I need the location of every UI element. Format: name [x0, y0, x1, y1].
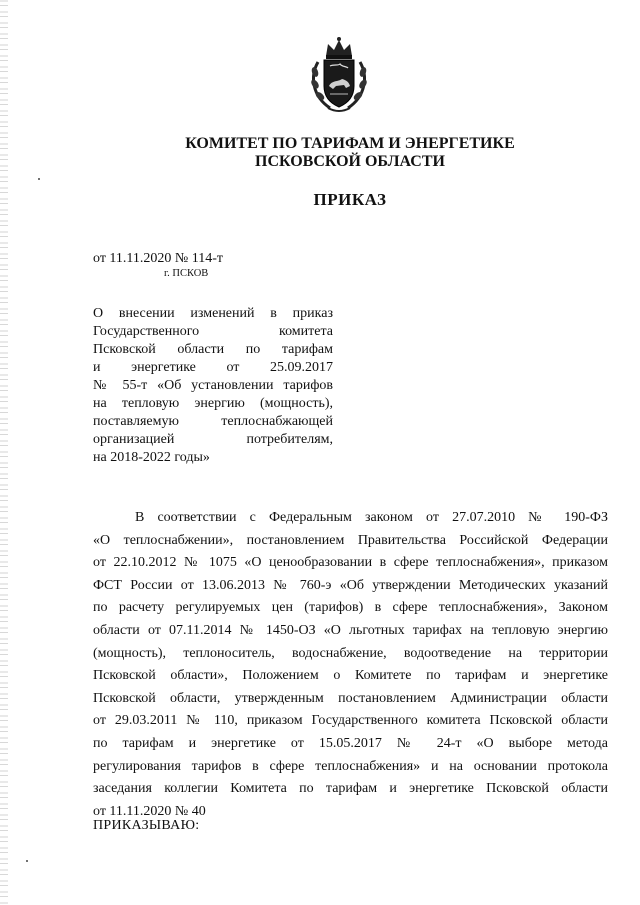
scan-edge	[0, 0, 8, 905]
preamble-paragraph	[93, 507, 608, 823]
body-line: (мощность), теплоноситель, водоснабжение, водоотведение на территории	[93, 645, 608, 661]
order-date-number: от 11.11.2020 № 114-т	[93, 251, 224, 266]
subject-line: и энергетике от 25.09.2017	[93, 360, 333, 375]
subject-line: Государственного комитета	[93, 324, 333, 339]
order-city: г. ПСКОВ	[164, 268, 209, 279]
body-line: по тарифам и энергетике от 15.05.2017 № 24-т «О выборе метода	[93, 735, 608, 751]
body-line: «О теплоснабжении», постановлением Правительства Российской Федерации	[93, 532, 608, 548]
order-subject	[93, 305, 333, 467]
subject-line: О внесении изменений в приказ	[93, 306, 333, 321]
subject-line: на 2018-2022 годы»	[93, 450, 210, 465]
decree-word: ПРИКАЗЫВАЮ:	[93, 818, 200, 833]
body-line: регулирования тарифов в сфере теплоснабжения» и на основании протокола	[93, 758, 608, 774]
scan-speck	[38, 178, 40, 180]
body-line: от 11.11.2020 № 40	[93, 803, 206, 819]
subject-line: Псковской области по тарифам	[93, 342, 333, 357]
subject-line: № 55-т «Об установлении тарифов	[93, 378, 333, 393]
body-line: Псковской области, утвержденным постановлением Администрации области	[93, 690, 608, 706]
document-type-title: ПРИКАЗ	[313, 190, 387, 209]
body-line: от 22.10.2012 № 1075 «О ценообразовании в сфере теплоснабжения», приказом	[93, 555, 608, 571]
body-line: В соответствии с Федеральным законом от 27.07.2010 № 190-ФЗ	[135, 510, 608, 525]
body-line: заседания коллегии Комитета по тарифам и энергетике Псковской области	[93, 781, 608, 797]
scan-speck	[26, 860, 28, 862]
subject-line: на тепловую энергию (мощность),	[93, 396, 333, 411]
body-line: от 29.03.2011 № 110, приказом Государственного комитета Псковской области	[93, 713, 608, 729]
organization-line: ПСКОВСКОЙ ОБЛАСТИ	[255, 153, 445, 170]
subject-line: поставляемую теплоснабжающей	[93, 414, 333, 429]
subject-line: организацией потребителям,	[93, 432, 333, 447]
body-line: Псковской области», Положением о Комитете по тарифам и энергетике	[93, 668, 608, 684]
organization-name	[150, 135, 550, 171]
body-line: ФСТ России от 13.06.2013 № 760-э «Об утверждении Методических указаний	[93, 577, 608, 593]
organization-line: КОМИТЕТ ПО ТАРИФАМ И ЭНЕРГЕТИКЕ	[185, 135, 515, 152]
pskov-coat-of-arms-icon	[308, 36, 370, 114]
body-line: по расчету регулируемых цен (тарифов) в сфере теплоснабжения», Законом	[93, 600, 608, 616]
body-line: области от 07.11.2014 № 1450-ОЗ «О льготных тарифах на тепловую энергию	[93, 622, 608, 638]
